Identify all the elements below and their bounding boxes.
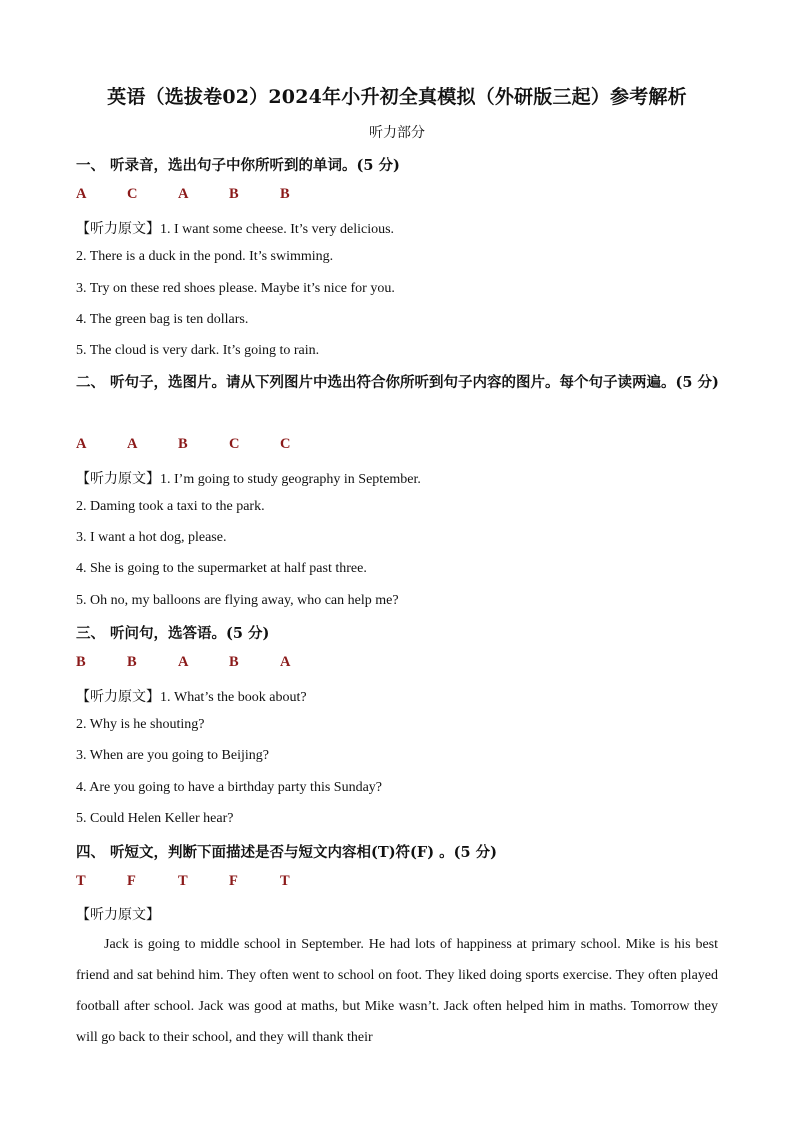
section3-heading: 三、 听问句，选答语。(5 分) [76, 625, 270, 642]
answer: C [229, 436, 240, 452]
section1-heading: 一、 听录音，选出句子中你所听到的单词。(5 分) [76, 157, 400, 174]
section4-heading: 四、 听短文，判断下面描述是否与短文内容相(T)符(F) 。(5 分) [76, 844, 497, 861]
section2-answers [76, 436, 331, 453]
section3-answers [76, 654, 331, 671]
transcript-line: 5. Could Helen Keller hear? [76, 811, 234, 826]
transcript-line: 【听力原文】1. I’m going to study geography in September. [76, 472, 421, 487]
transcript-label: 【听力原文】 [76, 908, 160, 923]
transcript-line: 3. I want a hot dog, please. [76, 530, 227, 545]
answer: B [280, 186, 290, 202]
section1-answers [76, 186, 331, 203]
answer: A [76, 186, 87, 202]
answer: B [178, 436, 188, 452]
answer: C [280, 436, 291, 452]
answer: T [178, 873, 188, 889]
transcript-line: 5. Oh no, my balloons are flying away, who can help me? [76, 593, 399, 608]
transcript-line: 2. Why is he shouting? [76, 717, 205, 732]
answer: B [229, 186, 239, 202]
answer: A [280, 654, 291, 670]
page-subtitle: 听力部分 [369, 125, 425, 141]
answer: A [127, 436, 138, 452]
answer: A [178, 654, 189, 670]
answer: C [127, 186, 138, 202]
answer: A [76, 436, 87, 452]
transcript-paragraph: Jack is going to middle school in September. He had lots of happiness at primary school. Mike is his best friend and sat behind him. They often went to school on foot. They liked doing sports exercise. They often played football after school. Jack was good at maths, but Mike wasn’t. Jack often helped him in maths. Tomorrow they will go back to their school, and they will thank their [76, 937, 718, 1045]
transcript-line: 2. Daming took a taxi to the park. [76, 499, 265, 514]
section4-answers [76, 873, 331, 890]
transcript-line: 【听力原文】1. What’s the book about? [76, 690, 307, 705]
transcript-line: 3. Try on these red shoes please. Maybe it’s nice for you. [76, 281, 395, 296]
transcript-line: 5. The cloud is very dark. It’s going to rain. [76, 343, 320, 358]
transcript-line: 【听力原文】1. I want some cheese. It’s very delicious. [76, 222, 395, 237]
answer: F [229, 873, 238, 889]
answer: B [229, 654, 239, 670]
answer: T [76, 873, 86, 889]
answer: T [280, 873, 290, 889]
answer: B [127, 654, 137, 670]
section2-heading: 二、 听句子，选图片。请从下列图片中选出符合你所听到句子内容的图片。每个句子读两遍。(5 分) [76, 374, 719, 391]
transcript-line: 4. The green bag is ten dollars. [76, 312, 249, 327]
page-title: 英语（选拔卷02）2024年小升初全真模拟（外研版三起）参考解析 [107, 86, 687, 108]
answer: B [76, 654, 86, 670]
transcript-line: 4. She is going to the supermarket at half past three. [76, 561, 367, 576]
transcript-line: 3. When are you going to Beijing? [76, 748, 269, 763]
transcript-line: 2. There is a duck in the pond. It’s swimming. [76, 249, 334, 264]
answer: A [178, 186, 189, 202]
transcript-line: 4. Are you going to have a birthday party this Sunday? [76, 780, 382, 795]
answer: F [127, 873, 136, 889]
